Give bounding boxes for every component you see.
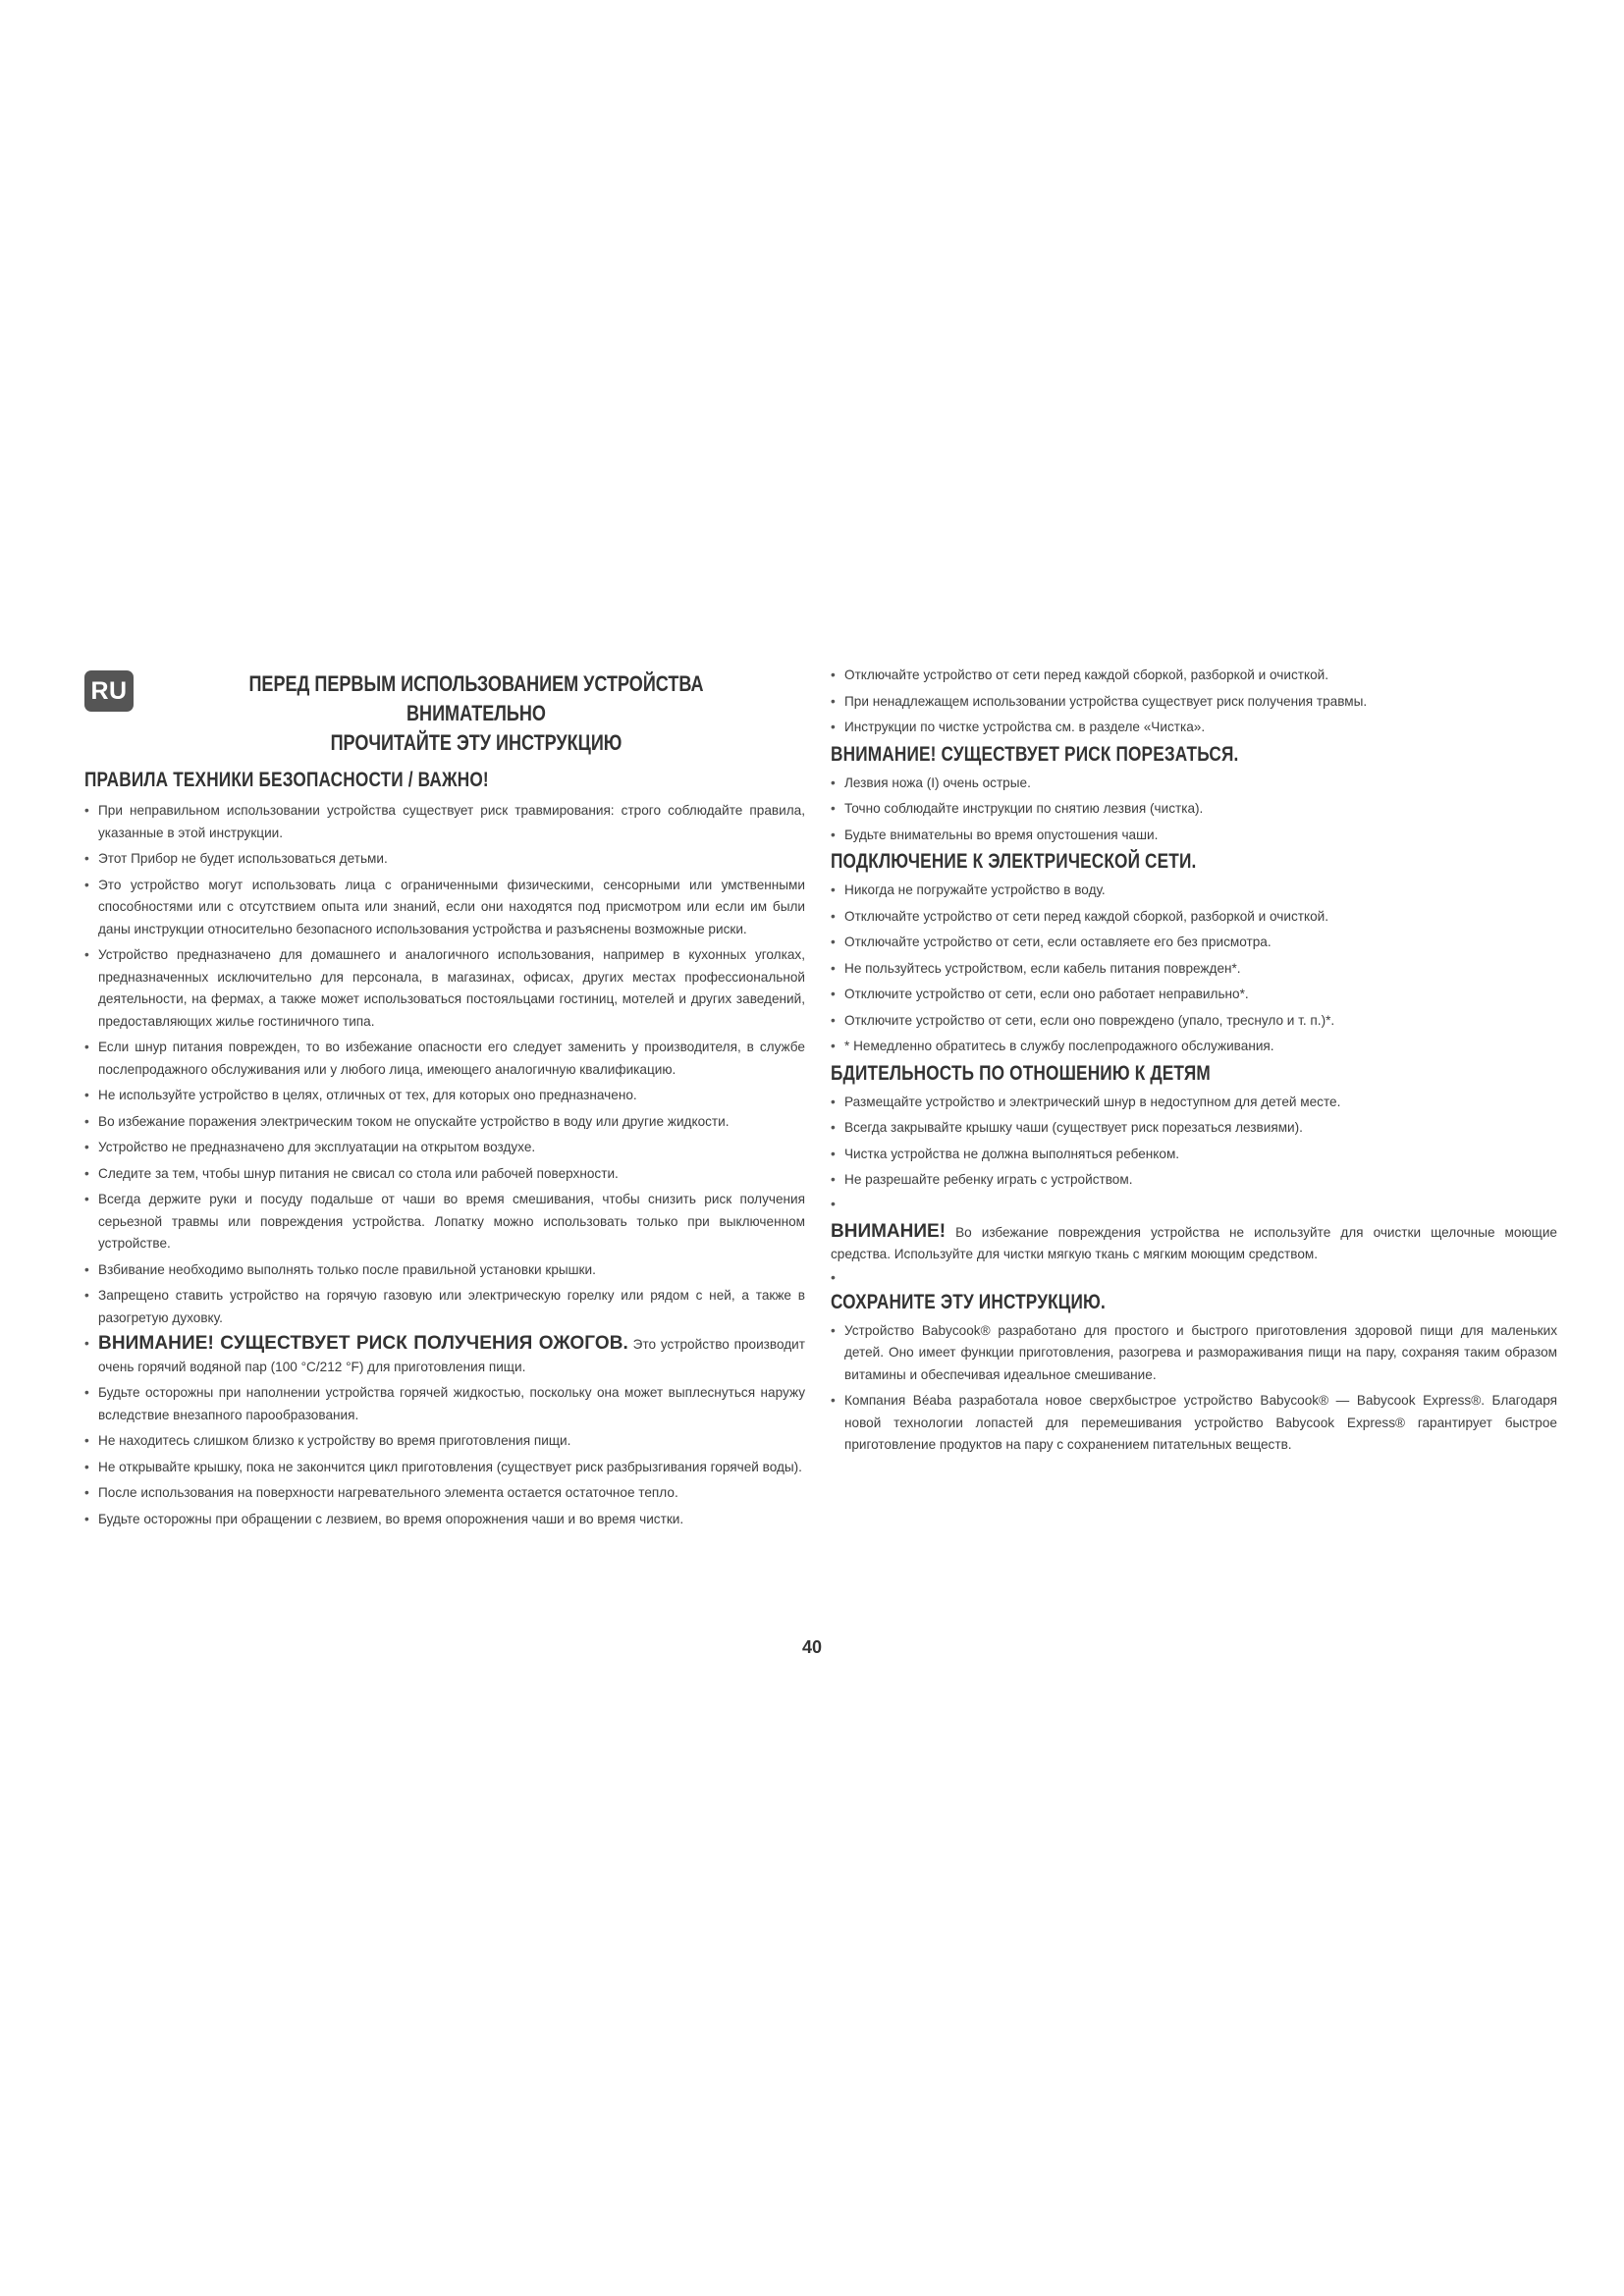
- cut-warning-title: ВНИМАНИЕ! СУЩЕСТВУЕТ РИСК ПОРЕЗАТЬСЯ.: [831, 742, 1239, 766]
- page-number: 40: [801, 1637, 823, 1657]
- list-item: • Если шнур питания поврежден, то во избежание опасности его следует заменить у производителя, в службе послепродажного обслуживания или у любого лица, имеющего аналогичную квалификацию.: [84, 1037, 805, 1081]
- page-title-line-2: ПРОЧИТАЙТЕ ЭТУ ИНСТРУКЦИЮ: [330, 730, 623, 755]
- list-item: • Следите за тем, чтобы шнур питания не свисал со стола или рабочей поверхности.: [84, 1163, 805, 1186]
- list-item: • Отключайте устройство от сети перед каждой сборкой, разборкой и очисткой.: [831, 906, 1557, 929]
- save-list: [831, 1320, 1557, 1457]
- list-item: • Будьте осторожны при наполнении устройства горячей жидкостью, поскольку она может выплеснуться наружу вследствие внезапного парообразования.: [84, 1382, 805, 1426]
- list-item: • Не разрешайте ребенку играть с устройством.: [831, 1169, 1557, 1192]
- attention-notice: [831, 1221, 1557, 1265]
- burn-warning-label: ВНИМАНИЕ! СУЩЕСТВУЕТ РИСК ПОЛУЧЕНИЯ ОЖОГОВ.: [98, 1333, 628, 1354]
- cleaning-list: [831, 665, 1557, 739]
- list-item: • Компания Béaba разработала новое сверхбыстрое устройство Babycook® — Babycook Express®. Благодаря новой технологии лопастей для перемешивания устройство Babycook Express® гарантирует быстрое приготовление продуктов на пару с сохранением питательных веществ.: [831, 1390, 1557, 1457]
- left-column: [84, 769, 805, 1534]
- list-item: • При ненадлежащем использовании устройства существует риск получения травмы.: [831, 691, 1557, 714]
- empty-bullet: [831, 1269, 1557, 1291]
- list-item: • Будьте осторожны при обращении с лезвием, во время опорожнения чаши и во время чистки.: [84, 1509, 805, 1531]
- list-item: • Отключите устройство от сети, если оно повреждено (упало, треснуло и т. п.)*.: [831, 1010, 1557, 1033]
- electric-section-title: ПОДКЛЮЧЕНИЕ К ЭЛЕКТРИЧЕСКОЙ СЕТИ.: [831, 850, 1197, 873]
- list-item: • Размещайте устройство и электрический шнур в недоступном для детей месте.: [831, 1092, 1557, 1114]
- list-item: • Всегда закрывайте крышку чаши (существует риск порезаться лезвиями).: [831, 1117, 1557, 1140]
- page-title: [215, 669, 738, 758]
- list-item: • Не открывайте крышку, пока не закончится цикл приготовления (существует риск разбрызгивания горячей воды).: [84, 1457, 805, 1479]
- empty-bullet: [831, 1196, 1557, 1217]
- list-item: • Инструкции по чистке устройства см. в разделе «Чистка».: [831, 717, 1557, 739]
- language-badge: RU: [84, 670, 134, 712]
- cut-warning-list: [831, 773, 1557, 847]
- safety-list: [84, 800, 805, 1530]
- list-item: • Взбивание необходимо выполнять только после правильной установки крышки.: [84, 1259, 805, 1282]
- children-list: [831, 1092, 1557, 1192]
- list-item: • Отключите устройство от сети, если оно работает неправильно*.: [831, 984, 1557, 1006]
- children-section-title: БДИТЕЛЬНОСТЬ ПО ОТНОШЕНИЮ К ДЕТЯМ: [831, 1061, 1211, 1085]
- list-item: • Всегда держите руки и посуду подальше от чаши во время смешивания, чтобы снизить риск получения серьезной травмы или повреждения устройства. Лопатку можно использовать только при выключенном устройстве.: [84, 1189, 805, 1255]
- list-item: • Никогда не погружайте устройство в воду.: [831, 880, 1557, 902]
- list-item: • Запрещено ставить устройство на горячую газовую или электрическую горелку или рядом с ней, а также в разогретую духовку.: [84, 1285, 805, 1329]
- attention-label: ВНИМАНИЕ!: [831, 1220, 947, 1242]
- burn-warning-item: [84, 1333, 805, 1378]
- save-section-title: СОХРАНИТЕ ЭТУ ИНСТРУКЦИЮ.: [831, 1290, 1106, 1313]
- list-item: • Отключайте устройство от сети перед каждой сборкой, разборкой и очисткой.: [831, 665, 1557, 687]
- electric-list: [831, 880, 1557, 1058]
- list-item: • Не находитесь слишком близко к устройству во время приготовления пищи.: [84, 1430, 805, 1453]
- list-item: • Устройство не предназначено для эксплуатации на открытом воздухе.: [84, 1137, 805, 1159]
- list-item: • Во избежание поражения электрическим током не опускайте устройство в воду или другие жидкости.: [84, 1111, 805, 1134]
- list-item: • Устройство Babycook® разработано для простого и быстрого приготовления здоровой пищи для маленьких детей. Оно имеет функции приготовления, разогрева и размораживания пищи на пару, сохраняя таким образом витамины и обеспечивая идеальное смешивание.: [831, 1320, 1557, 1387]
- list-item: • Устройство предназначено для домашнего и аналогичного использования, например в кухонных уголках, предназначенных исключительно для персонала, в магазинах, офисах, других местах профессиональной деятельности, на фермах, а также может использоваться постояльцами гостиниц, мотелей и других заведений, предоставляющих жилье гостиничного типа.: [84, 944, 805, 1033]
- list-item: • * Немедленно обратитесь в службу послепродажного обслуживания.: [831, 1036, 1557, 1058]
- safety-section-title: ПРАВИЛА ТЕХНИКИ БЕЗОПАСНОСТИ / ВАЖНО!: [84, 769, 489, 791]
- right-column: [831, 665, 1557, 1461]
- list-item: • Точно соблюдайте инструкции по снятию лезвия (чистка).: [831, 798, 1557, 821]
- list-item: • Этот Прибор не будет использоваться детьми.: [84, 848, 805, 871]
- attention-text: Во избежание повреждения устройства не используйте для очистки щелочные моющие средства. Используйте для чистки мягкую ткань с мягким моющим средством.: [831, 1224, 1557, 1261]
- list-item: • Лезвия ножа (I) очень острые.: [831, 773, 1557, 795]
- list-item: • Не пользуйтесь устройством, если кабель питания поврежден*.: [831, 958, 1557, 981]
- burn-warning-text: Это устройство производит очень горячий водяной пар (100 °C/212 °F) для приготовления пищи.: [98, 1337, 805, 1374]
- list-item: • При неправильном использовании устройства существует риск травмирования: строго соблюдайте правила, указанные в этой инструкции.: [84, 800, 805, 844]
- list-item: • После использования на поверхности нагревательного элемента остается остаточное тепло.: [84, 1482, 805, 1505]
- list-item: • Будьте внимательны во время опустошения чаши.: [831, 825, 1557, 847]
- list-item: • Не используйте устройство в целях, отличных от тех, для которых оно предназначено.: [84, 1085, 805, 1107]
- list-item: • Это устройство могут использовать лица с ограниченными физическими, сенсорными или умственными способностями или с отсутствием опыта или знаний, если они находятся под присмотром или если им были даны инструкции относительно безопасного использования устройства и разъяснены возможные риски.: [84, 875, 805, 941]
- page-title-line-1: ПЕРЕД ПЕРВЫМ ИСПОЛЬЗОВАНИЕМ УСТРОЙСТВА ВНИМАТЕЛЬНО: [248, 671, 704, 725]
- list-item: • Отключайте устройство от сети, если оставляете его без присмотра.: [831, 932, 1557, 954]
- list-item: • Чистка устройства не должна выполняться ребенком.: [831, 1144, 1557, 1166]
